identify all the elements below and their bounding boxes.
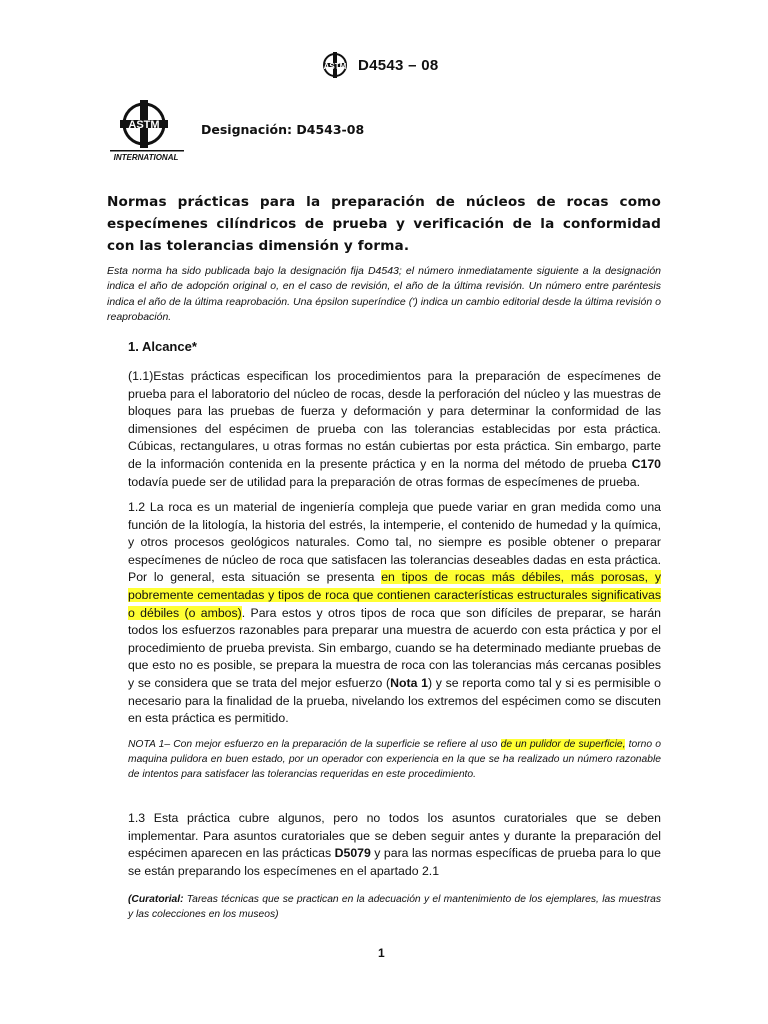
paragraph-1-1 <box>128 368 661 491</box>
astm-international-logo <box>108 96 188 164</box>
paragraph-1-2 <box>128 499 661 728</box>
note-1-reference[interactable]: Nota 1 <box>390 675 429 690</box>
reference-d5079[interactable]: D5079 <box>334 846 371 861</box>
document-code: D4543 – 08 <box>358 56 439 74</box>
page-number: 1 <box>378 946 385 960</box>
paragraph-1-2-text-b: . Para estos y otros tipos de roca que son difíciles de preparar, se harán todos los esfuerzos razonables para preparar una muestra de acuerdo con esta práctica y por el procedimiento de prueba prevista. Sin embargo, cuando se ha determinado mediante pruebas de que esto no es posible, se prepara la muestra de roca con las tolerancias más cercanas posibles y se considera que se trata del mejor esfuerzo ( <box>128 605 661 690</box>
reference-c170[interactable]: C170 <box>631 456 661 471</box>
designation: Designación: D4543-08 <box>201 122 365 137</box>
astm-small-logo-icon <box>320 50 350 80</box>
curatorial-definition: Tareas técnicas que se practican en la adecuación y el mantenimiento de los ejemplares, las muestras y las colecciones en los museos) <box>128 894 661 920</box>
astm-small-logo-text: ASTM <box>323 62 347 71</box>
page-header <box>320 50 439 80</box>
paragraph-1-1-tail: todavía puede ser de utilidad para la preparación de otras formas de especímenes de prueba. <box>128 474 641 489</box>
intro-paragraph: Esta norma ha sido publicada bajo la designación fija D4543; el número inmediatamente siguiente a la designación indica el año de adopción original o, en el caso de revisión, el año de la última revisión. Un número entre paréntesis indica el año de la última reaprobación. Una épsilon superíndice (') indica un cambio editorial desde la última revisión o reaprobación. <box>107 265 661 324</box>
document-title: Normas prácticas para la preparación de núcleos de rocas como especímenes cilíndricos de prueba y verificación de la conformidad con las tolerancias dimensión y forma. <box>107 194 661 254</box>
note-1 <box>128 737 661 782</box>
astm-logo-letters: ASTM <box>128 119 160 131</box>
astm-logo-caption: INTERNATIONAL <box>113 153 179 162</box>
note-1-text-b: torno o maquina pulidora en buen estado, por un operador con experiencia en la que se ha realizado un número razonable de intentos para satisfacer las tolerancias requeridas en este procedimiento. <box>128 739 661 780</box>
note-1-text-a: NOTA 1– Con mejor esfuerzo en la preparación de la superficie se refiere al uso <box>128 739 501 750</box>
paragraph-1-2-text-a: 1.2 La roca es un material de ingeniería compleja que puede variar en gran medida como una función de la litología, la historia del estrés, la intemperie, el contenido de humedad y la química, y otros procesos geológicos naturales. Como tal, no siempre es posible obtener o preparar especímenes de núcleo de roca que satisfacen las tolerancias deseables dadas en esta práctica. Por lo general, esta situación se presenta <box>128 500 661 585</box>
highlighted-text: en tipos de rocas más débiles, más porosas, y pobremente cementadas y tipos de roca que contienen características estructurales significativas o débiles (o ambos) <box>128 570 661 620</box>
paragraph-1-3-text-b: y para las normas específicas de prueba para lo que se están preparando los especímenes en el apartado 2.1 <box>128 846 661 878</box>
curatorial-note <box>128 892 661 922</box>
section-heading-alcance: 1. Alcance* <box>128 339 197 354</box>
paragraph-1-2-text-c: ) y se reporta como tal y si es permisible o necesario para la finalidad de la prueba, nivelando los extremos del espécimen como se discuten en esta práctica es permitido. <box>128 675 662 726</box>
curatorial-term: (Curatorial: <box>128 894 184 905</box>
note-1-highlight: de un pulidor de superficie, <box>500 739 626 750</box>
paragraph-1-3 <box>128 810 661 880</box>
paragraph-1-3-text-a: 1.3 Esta práctica cubre algunos, pero no todos los asuntos curatoriales que se deben implementar. Para asuntos curatoriales que se deben seguir antes y durante la preparación del espécimen aparecen en las prácticas <box>128 811 661 861</box>
paragraph-1-1-text: (1.1)Estas prácticas especifican los procedimientos para la preparación de especímenes de prueba para el laboratorio del núcleo de rocas, desde la perforación del núcleo y las muestras de bloques para las pruebas de fuerza y deformación y para determinar la conformidad de las dimensiones del espécimen de prueba con las tolerancias establecidas por esta práctica. Cúbicas, rectangulares, u otras formas no están cubiertas por esta práctica. Sin embargo, parte de la información contenida en la presente práctica y en la norma del método de prueba <box>128 369 661 471</box>
